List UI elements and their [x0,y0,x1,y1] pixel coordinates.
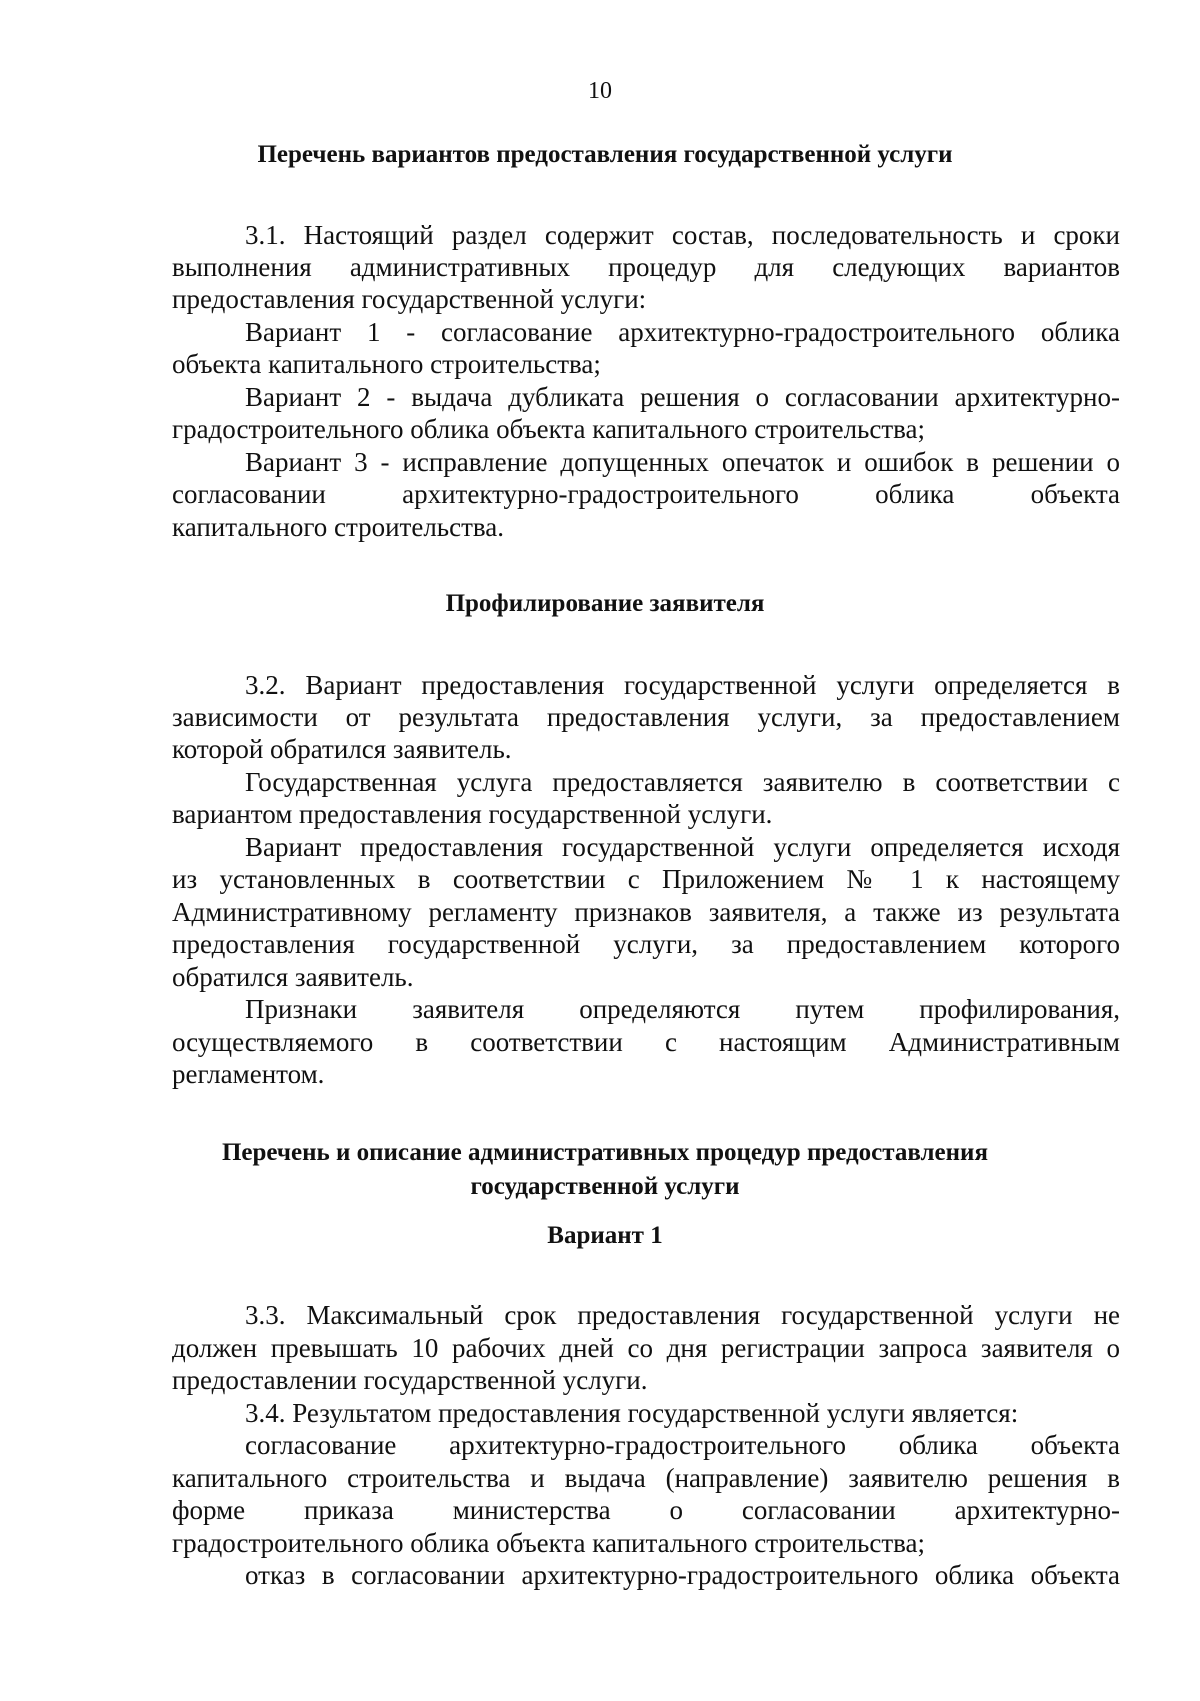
text-line: регламентом. [172,1059,325,1089]
text-line: Вариант 1 - согласование архитектурно-градостроительного облика [245,317,1120,347]
heading-procedures: Перечень и описание административных процедур предоставления [221,1139,988,1166]
text-line: 3.3. Максимальный срок предоставления государственной услуги не [245,1300,1120,1330]
text-line: Вариант 2 - выдача дубликата решения о согласовании архитектурно- [245,382,1120,412]
text-line: Признаки заявителя определяются путем профилирования, [245,994,1120,1024]
text-line: капитального строительства. [172,512,505,542]
heading-variant-1: Вариант 1 [547,1222,663,1249]
text-line: форме приказа министерства о согласовании архитектурно- [172,1495,1120,1525]
text-line: из установленных в соответствии с Приложением № 1 к настоящему [172,864,1120,894]
text-line: Государственная услуга предоставляется заявителю в соответствии с [245,767,1120,797]
text-line: Административному регламенту признаков заявителя, а также из результата [172,897,1120,927]
text-line: выполнения административных процедур для следующих вариантов [172,252,1120,282]
heading-profiling: Профилирование заявителя [445,590,765,617]
text-line: вариантом предоставления государственной услуги. [172,799,773,829]
text-line: обратился заявитель. [172,962,414,992]
text-line: капитального строительства и выдача (направление) заявителю решения в [172,1463,1120,1493]
text-line: предоставления государственной услуги: [172,284,647,314]
text-line: 3.1. Настоящий раздел содержит состав, последовательность и сроки [245,220,1120,250]
text-line: градостроительного облика объекта капитального строительства; [172,414,926,444]
text-line: предоставления государственной услуги, за предоставлением которого [172,929,1120,959]
heading-procedures-cont: государственной услуги [470,1173,740,1200]
text-line: Вариант 3 - исправление допущенных опечаток и ошибок в решении о [245,447,1120,477]
text-line: должен превышать 10 рабочих дней со дня регистрации запроса заявителя о [172,1333,1120,1363]
text-line: Вариант предоставления государственной услуги определяется исходя [245,832,1120,862]
text-line: которой обратился заявитель. [172,734,512,764]
text-line: 3.2. Вариант предоставления государственной услуги определяется в [245,670,1120,700]
text-line: осуществляемого в соответствии с настоящим Административным [172,1027,1120,1057]
text-line: отказ в согласовании архитектурно-градостроительного облика объекта [245,1560,1120,1590]
text-line: 3.4. Результатом предоставления государственной услуги является: [245,1398,1019,1428]
text-line: согласование архитектурно-градостроительного облика объекта [245,1430,1120,1460]
text-line: предоставлении государственной услуги. [172,1365,648,1395]
text-line: согласовании архитектурно-градостроительного облика объекта [172,479,1120,509]
text-line: объекта капитального строительства; [172,349,601,379]
page-number: 10 [588,78,612,104]
text-line: зависимости от результата предоставления услуги, за предоставлением [172,702,1120,732]
heading-variants-list: Перечень вариантов предоставления государственной услуги [257,141,953,168]
text-line: градостроительного облика объекта капитального строительства; [172,1528,926,1558]
